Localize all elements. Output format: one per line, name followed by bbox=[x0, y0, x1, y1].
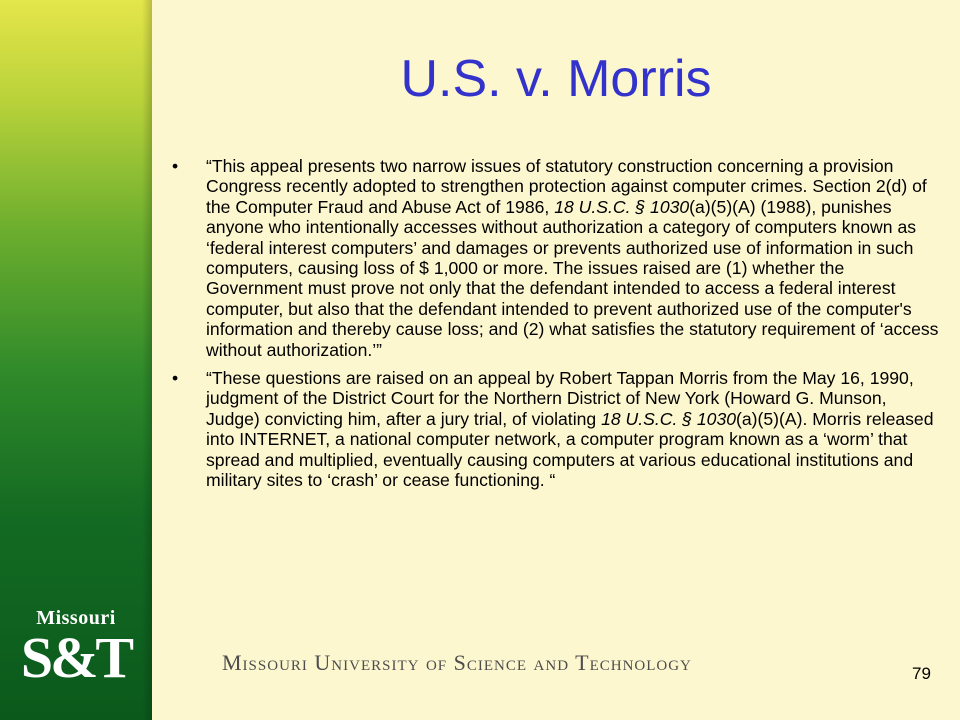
bullet-marker: • bbox=[172, 156, 179, 176]
bullet-marker: • bbox=[172, 368, 179, 389]
bullet-2-text-post: (a)(5)(A). Morris released into INTERNET, a national computer network, a computer program known as a ‘worm’ that spread and multiplied, eventually causing computers at various educational institutions and military sites to ‘crash’ or cease functioning. “ bbox=[206, 408, 934, 491]
bullet-item-1 bbox=[172, 156, 940, 360]
bullet-1-text-pre: “This appeal presents two narrow issues of statutory construction concerning a provision Congress recently adopted to strengthen protection against computer crimes. Section 2(d) of the Computer Fraud and Abuse Act of 1986, bbox=[206, 156, 927, 217]
logo-missouri-text: Missouri bbox=[36, 607, 116, 629]
logo-st-text: S&T bbox=[20, 625, 132, 690]
bullet-2-text-pre: “These questions are raised on an appeal by Robert Tappan Morris from the May 16, 1990, judgment of the District Court for the Northern District of New York (Howard G. Munson, Judge) convicting him, after a jury trial, of violating bbox=[206, 368, 914, 429]
bullet-1-text-post: (a)(5)(A) (1988), punishes anyone who intentionally accesses without authorization a category of computers known as ‘federal interest computers’ and damages or prevents authorized use of information in such computers, causing loss of $ 1,000 or more. The issues raised are (1) whether the Government must prove not only that the defendant intended to access a federal interest computer, but also that the defendant intended to prevent authorized use of the computer's information and thereby cause loss; and (2) what satisfies the statutory requirement of ‘access without authorization.’” bbox=[206, 196, 939, 360]
bullet-2-citation: 18 U.S.C. § 1030 bbox=[601, 408, 737, 429]
sidebar-gradient bbox=[0, 0, 152, 720]
slide-title: U.S. v. Morris bbox=[400, 50, 712, 108]
bullet-item-2 bbox=[172, 368, 940, 490]
missouri-st-logo bbox=[20, 606, 132, 688]
bullet-1-citation: 18 U.S.C. § 1030 bbox=[554, 196, 690, 217]
page-number: 79 bbox=[912, 664, 931, 683]
bullet-list bbox=[172, 156, 940, 499]
footer-university-name: Missouri University of Science and Technology bbox=[222, 650, 692, 675]
